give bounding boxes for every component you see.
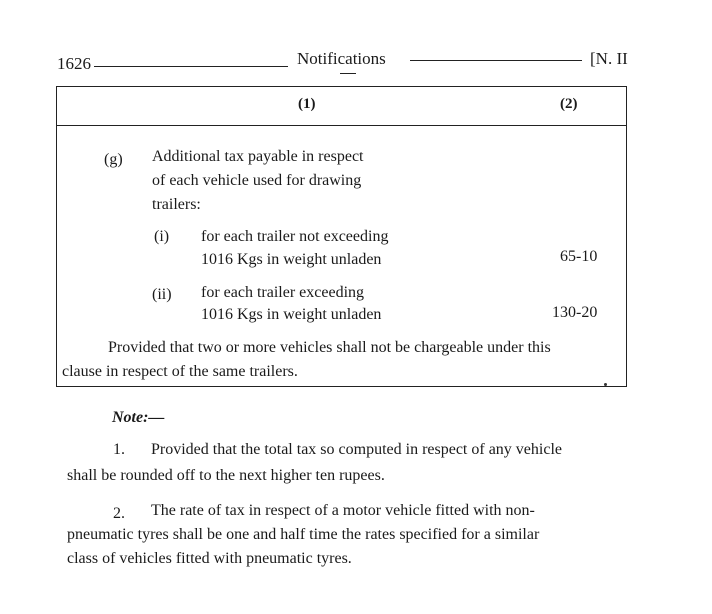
item-g-line: trailers: bbox=[152, 196, 201, 213]
item-g-line: of each vehicle used for drawing bbox=[152, 172, 362, 189]
proviso-line: clause in respect of the same trailers. bbox=[62, 363, 298, 380]
table-header-divider bbox=[56, 125, 627, 126]
item-g-label: (g) bbox=[104, 151, 123, 168]
sub-item-line: 1016 Kgs in weight unladen bbox=[201, 251, 382, 268]
sub-item-label: (i) bbox=[154, 228, 170, 245]
header-rule-left bbox=[94, 66, 288, 67]
part-label: [N. II bbox=[590, 49, 628, 68]
sub-item-line: for each trailer exceeding bbox=[201, 284, 365, 301]
title-underline bbox=[340, 73, 356, 74]
column-header-1: (1) bbox=[298, 96, 316, 112]
column-header-2: (2) bbox=[560, 96, 578, 112]
page-title: Notifications bbox=[297, 49, 386, 68]
note-line: The rate of tax in respect of a motor vehicle fitted with non- bbox=[151, 502, 535, 519]
proviso-line: Provided that two or more vehicles shall not be chargeable under this bbox=[108, 339, 551, 356]
header-rule-right bbox=[410, 60, 582, 61]
sub-item-label: (ii) bbox=[152, 286, 172, 303]
item-g-line: Additional tax payable in respect bbox=[152, 148, 364, 165]
note-heading: Note:— bbox=[112, 409, 165, 426]
note-line: shall be rounded off to the next higher ten rupees. bbox=[67, 467, 385, 484]
note-line: class of vehicles fitted with pneumatic tyres. bbox=[67, 550, 352, 567]
sub-item-line: for each trailer not exceeding bbox=[201, 228, 389, 245]
page-number: 1626 bbox=[57, 54, 91, 73]
note-number: 2. bbox=[113, 505, 125, 522]
note-line: pneumatic tyres shall be one and half time the rates specified for a similar bbox=[67, 526, 540, 543]
note-number: 1. bbox=[113, 441, 125, 458]
sub-item-value: 65-10 bbox=[560, 248, 598, 265]
note-line: Provided that the total tax so computed in respect of any vehicle bbox=[151, 441, 562, 458]
sub-item-value: 130-20 bbox=[552, 304, 598, 321]
speck bbox=[604, 383, 607, 386]
sub-item-line: 1016 Kgs in weight unladen bbox=[201, 306, 382, 323]
